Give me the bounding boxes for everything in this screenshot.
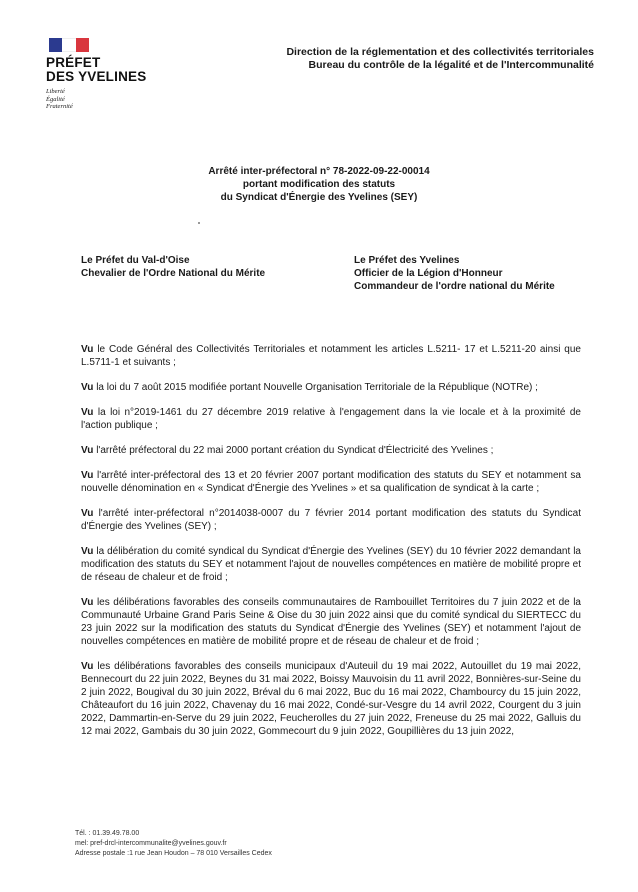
french-flag-icon bbox=[49, 38, 89, 52]
decree-considerations bbox=[81, 343, 581, 750]
logo-line-2: DES YVELINES bbox=[46, 69, 147, 84]
consideration-paragraph bbox=[81, 469, 581, 495]
vu-label: Vu bbox=[81, 546, 94, 557]
decree-title-line-3: du Syndicat d'Énergie des Yvelines (SEY) bbox=[220, 192, 418, 203]
vu-label: Vu bbox=[81, 661, 94, 672]
vu-label: Vu bbox=[81, 407, 94, 418]
consideration-paragraph bbox=[81, 660, 581, 738]
direction-header bbox=[286, 46, 594, 72]
decree-title bbox=[0, 165, 638, 204]
consideration-text: la loi du 7 août 2015 modifiée portant Nouvelle Organisation Territoriale de la République (NOTRe) ; bbox=[93, 382, 538, 393]
consideration-text: la loi n°2019-1461 du 27 décembre 2019 relative à l'engagement dans la vie locale et à la proximité de l'action publique ; bbox=[81, 407, 581, 431]
consideration-text: les délibérations favorables des conseils communautaires de Rambouillet Territoires du 7 juin 2022 et de la Communauté Urbaine Grand Paris Seine & Oise du 30 juin 2022 ainsi que du comité syndical du SIERTECC du 23 juin 2022 sur la modification des statuts du Syndicat d'Énergie des Yvelines (SEY) et notamment l'ajout de nouvelles compétences en matière de mobilité propre et de réseau de chaleur et de froid ; bbox=[81, 597, 581, 647]
consideration-text: la délibération du comité syndical du Syndicat d'Énergie des Yvelines (SEY) du 10 février 2022 demandant la modification des statuts du SEY et notamment l'ajout de nouvelles compétences en matière de mobilité propre et de réseau de chaleur et de froid ; bbox=[81, 546, 581, 583]
direction-line-1: Direction de la réglementation et des collectivités territoriales bbox=[286, 46, 594, 58]
consideration-paragraph bbox=[81, 381, 581, 394]
prefect-left-line-1: Le Préfet du Val-d'Oise bbox=[81, 255, 190, 266]
logo-line-1: PRÉFET bbox=[46, 55, 101, 70]
motto-liberte: Liberté bbox=[46, 88, 65, 95]
consideration-paragraph bbox=[81, 343, 581, 369]
direction-line-2: Bureau du contrôle de la légalité et de l'Intercommunalité bbox=[308, 59, 594, 71]
prefect-right-line-3: Commandeur de l'ordre national du Mérite bbox=[354, 281, 555, 292]
prefect-right-line-2: Officier de la Légion d'Honneur bbox=[354, 268, 503, 279]
vu-label: Vu bbox=[81, 508, 94, 519]
consideration-text: les délibérations favorables des conseils municipaux d'Auteuil du 19 mai 2022, Autouillet du 19 mai 2022, Bennecourt du 22 juin 2022, Beynes du 31 mai 2022, Boissy Mauvoisin du 11 avril 2022, Bonnières-sur-Seine du 2 juin 2022, Bougival du 30 juin 2022, Bréval du 6 mai 2022, Buc du 16 mai 2022, Chambourcy du 15 juin 2022, Châteaufort du 16 juin 2022, Chavenay du 16 mai 2022, Condé-sur-Vesgre du 14 avril 2022, Courgent du 3 juin 2022, Dammartin-en-Serve du 29 juin 2022, Feucherolles du 27 juin 2022, Freneuse du 25 mai 2022, Galluis du 12 mai 2022, Gambais du 30 juin 2022, Gommecourt du 9 juin 2022, Goupillières du 13 juin 2022, bbox=[81, 661, 581, 737]
consideration-text: le Code Général des Collectivités Territoriales et notamment les articles L.5211- 17 et L.5211-20 ainsi que L.5711-1 et suivants ; bbox=[81, 344, 581, 368]
republic-motto bbox=[46, 88, 156, 111]
consideration-text: l'arrêté préfectoral du 22 mai 2000 portant création du Syndicat d'Électricité des Yvelines ; bbox=[93, 445, 494, 456]
vu-label: Vu bbox=[81, 382, 94, 393]
vu-label: Vu bbox=[81, 344, 94, 355]
vu-label: Vu bbox=[81, 597, 94, 608]
scan-speck bbox=[198, 222, 200, 224]
contact-footer bbox=[75, 829, 272, 859]
consideration-paragraph bbox=[81, 444, 581, 457]
motto-fraternite: Fraternité bbox=[46, 103, 73, 110]
vu-label: Vu bbox=[81, 470, 94, 481]
consideration-paragraph bbox=[81, 406, 581, 432]
decree-title-line-1: Arrêté inter-préfectoral n° 78-2022-09-22-00014 bbox=[208, 166, 430, 177]
vu-label: Vu bbox=[81, 445, 94, 456]
decree-title-line-2: portant modification des statuts bbox=[242, 179, 396, 190]
motto-egalite: Égalité bbox=[46, 95, 65, 103]
prefect-yvelines bbox=[354, 254, 555, 293]
consideration-paragraph bbox=[81, 545, 581, 584]
prefect-left-line-2: Chevalier de l'Ordre National du Mérite bbox=[81, 268, 266, 279]
footer-phone: Tél. : 01.39.49.78.00 bbox=[75, 830, 140, 837]
footer-address: Adresse postale :1 rue Jean Houdon – 78 010 Versailles Cedex bbox=[75, 850, 272, 857]
prefect-val-doise bbox=[81, 254, 265, 280]
consideration-paragraph bbox=[81, 507, 581, 533]
footer-email: mel: pref-drcl-intercommunalite@yvelines.gouv.fr bbox=[75, 840, 227, 847]
consideration-text: l'arrêté inter-préfectoral n°2014038-0007 du 7 février 2014 portant modification des statuts du Syndicat d'Énergie des Yvelines (SEY) ; bbox=[81, 508, 581, 532]
prefect-right-line-1: Le Préfet des Yvelines bbox=[354, 255, 460, 266]
consideration-paragraph bbox=[81, 596, 581, 648]
consideration-text: l'arrêté inter-préfectoral des 13 et 20 février 2007 portant modification des statuts du SEY et notamment sa nouvelle dénomination en « Syndicat d'Énergie des Yvelines » et sa qualification de syndicat à la carte ; bbox=[81, 470, 581, 494]
logo-title bbox=[46, 56, 156, 84]
prefecture-logo bbox=[46, 38, 156, 111]
